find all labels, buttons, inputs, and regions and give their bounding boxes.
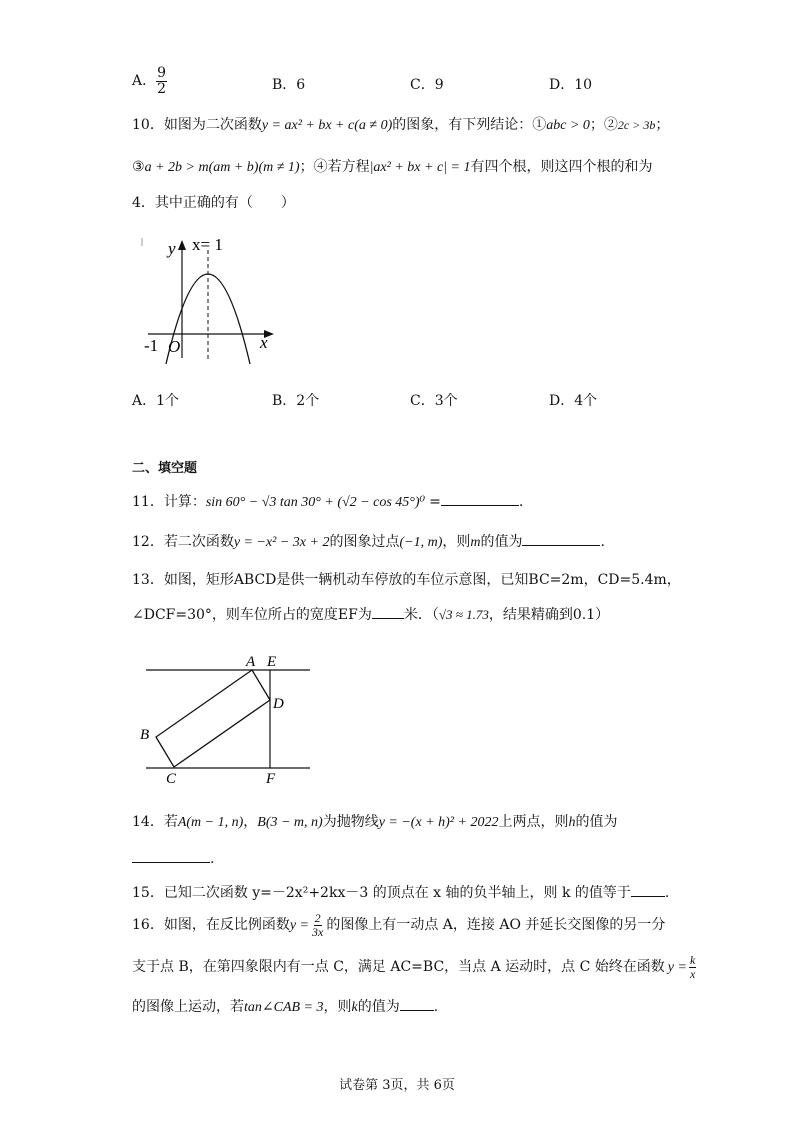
answer-blank[interactable] [631, 896, 665, 897]
math-equation: |ax² + bx + c| = 1 [369, 160, 471, 175]
option-value: 6 [296, 77, 306, 93]
text: ；② [589, 117, 618, 133]
text: 10．如图为二次函数 [132, 117, 262, 133]
math-variable: m [470, 535, 481, 550]
option-value: 9 [434, 77, 444, 93]
answer-blank[interactable] [372, 618, 404, 619]
q11-line: 11．计算：sin 60° − √3 tan 30° + (√2 − cos 45°)⁰ = . [132, 494, 524, 510]
section-title: 二、填空题 [132, 461, 198, 476]
q13-line1: 13．如图，矩形ABCD是供一辆机动车停放的车位示意图，已知BC=2m，CD=5.4m， [132, 572, 681, 588]
q16-line2 [132, 954, 698, 980]
label-e: E [267, 654, 277, 670]
text: ； [655, 117, 670, 133]
answer-blank[interactable] [132, 846, 210, 863]
answer-blank[interactable] [400, 1010, 434, 1011]
x-label: x [260, 333, 268, 352]
option-label: B． [272, 77, 297, 93]
q10-line2 [132, 156, 652, 176]
text: 的值为 [357, 999, 400, 1015]
math-approx: √3 ≈ 1.73 [438, 607, 489, 622]
text: 16．如图，在反比例函数 [132, 917, 290, 934]
text: 的图象过点 [329, 534, 400, 550]
q9-option-c [410, 74, 444, 94]
math-tangent: tan∠CAB = 3 [244, 1000, 324, 1015]
math-function: y = −(x + h)² + 2022 [378, 815, 499, 830]
q9-option-b [272, 74, 305, 94]
math-conclusion-1: abc > 0 [546, 118, 590, 133]
math-variable: h [568, 815, 576, 830]
math-function-lhs: y = [289, 918, 309, 934]
q10-option-d: D．4个 [549, 393, 598, 409]
parabola-graph [140, 232, 280, 364]
option-label: A． [132, 73, 157, 90]
text: 的值为 [480, 534, 523, 550]
math-conclusion-3: a + 2b > m(am + b)(m ≠ 1) [144, 160, 300, 175]
y-label: y [168, 239, 176, 258]
text: 15．已知二次函数 y=－2x²+2kx－3 的顶点在 x 轴的负半轴上，则 k 的值等于 [132, 885, 631, 901]
text: = [429, 494, 441, 510]
q16-line3: 的图像上运动，若tan∠CAB = 3，则k的值为 . [132, 999, 439, 1015]
q10-option-a: A．1个 [132, 393, 180, 409]
numerator: 2 [314, 911, 321, 925]
math-point-a: A(m − 1, n) [177, 815, 244, 830]
text: 米．（ [403, 607, 439, 623]
q10-option-c: C．3个 [410, 393, 458, 409]
option-label: C． [410, 77, 435, 93]
text: 支于点 B，在第四象限内有一点 C，满足 AC=BC，当点 A 运动时，点 C 始终在函数 [132, 959, 665, 976]
denominator: 2 [157, 80, 167, 97]
q10-line1 [132, 114, 669, 134]
text: 14．若 [132, 814, 178, 830]
text: 11．计算： [132, 494, 206, 510]
label-f: F [266, 771, 276, 787]
numerator: 9 [157, 65, 167, 81]
q15-line: 15．已知二次函数 y=－2x²+2kx－3 的顶点在 x 轴的负半轴上，则 k 的值等于 . [132, 885, 670, 901]
text: 的图像上运动，若 [132, 999, 244, 1015]
rectangle-abcd [156, 670, 270, 767]
fraction-nine-halves [156, 66, 167, 96]
text: ，则 [323, 999, 352, 1015]
label-a: A [246, 654, 256, 670]
text: ， [243, 814, 258, 830]
q10-line3: 4．其中正确的有（ ） [132, 195, 295, 211]
text: 的值为 [575, 814, 618, 830]
math-function: y = ax² + bx + c(a ≠ 0) [261, 118, 393, 133]
answer-blank[interactable] [441, 505, 519, 506]
q9-option-d [549, 74, 592, 94]
math-function-lhs: y = [667, 960, 687, 976]
text: ，结果精确到0.1） [488, 607, 610, 623]
y-axis-arrow-icon [178, 240, 186, 250]
text: ∠DCF=30°，则车位所占的宽度EF为 [132, 607, 372, 623]
q16-line1 [132, 912, 665, 938]
option-value: 10 [574, 77, 593, 93]
q14-line [132, 811, 617, 831]
page-footer: 试卷第 3页，共 6页 [339, 1078, 455, 1093]
denominator: x [689, 966, 696, 981]
parking-figure [140, 650, 320, 790]
fraction-k-over-x [689, 954, 696, 980]
label-c: C [166, 771, 177, 787]
q13-line2 [132, 604, 609, 624]
q12-line: 12．若二次函数y = −x² − 3x + 2的图象过点(−1, m)，则m的值为 . [132, 534, 605, 550]
math-point: (−1, m) [399, 535, 443, 550]
math-variable: k [351, 1000, 358, 1015]
q9-option-a [132, 66, 167, 96]
label-b: B [140, 727, 150, 743]
text: 的图像上有一动点 A，连接 AO 并延长交图像的另一分 [326, 917, 666, 934]
denominator: 3x [312, 924, 324, 939]
numerator: k [689, 953, 696, 967]
label-d: D [273, 696, 284, 712]
answer-blank[interactable] [522, 545, 600, 546]
q10-option-b: B．2个 [272, 393, 320, 409]
text: 有四个根，则这四个根的和为 [470, 159, 653, 175]
math-function: y = −x² − 3x + 2 [233, 535, 330, 550]
text: ③ [132, 159, 145, 175]
text: ，则 [442, 534, 471, 550]
math-point-b: B(3 − m, n) [257, 815, 323, 830]
text: 为抛物线 [322, 814, 379, 830]
option-label: D． [549, 77, 575, 93]
neg-one-label: -1 [144, 336, 159, 355]
origin-label: O [168, 337, 181, 356]
symmetry-label: x= 1 [192, 235, 223, 254]
text: 12．若二次函数 [132, 534, 234, 550]
text: 的图象，有下列结论：① [392, 117, 547, 133]
math-expression: sin 60° − √3 tan 30° + (√2 − cos 45°)⁰ [205, 495, 426, 510]
text: 上两点，则 [498, 814, 569, 830]
math-conclusion-2: 2c > 3b [617, 118, 656, 132]
q14-blank-line: . [132, 846, 214, 867]
fraction-2-over-3x [311, 912, 324, 938]
text: ；④若方程 [299, 159, 370, 175]
